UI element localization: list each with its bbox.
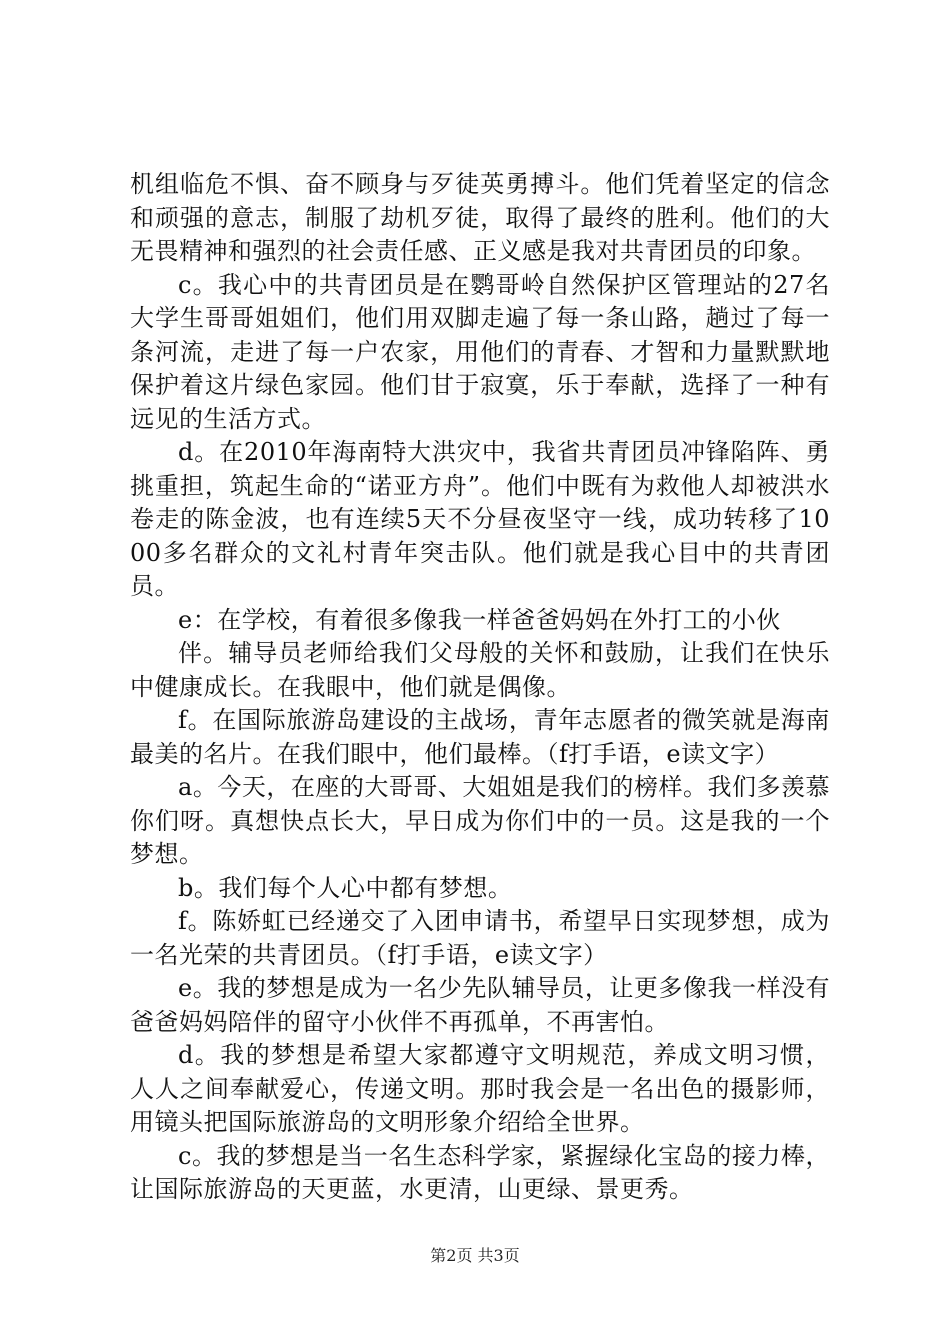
paragraph-f-application: f。陈娇虹已经递交了入团申请书，希望早日实现梦想，成为一名光荣的共青团员。（f打手语，e读文字） bbox=[130, 907, 830, 969]
paragraph-c-ecologist: c。我的梦想是当一名生态科学家，紧握绿化宝岛的接力棒，让国际旅游岛的天更蓝，水更清，山更绿、景更秀。 bbox=[130, 1141, 830, 1203]
paragraph-d-photographer: d。我的梦想是希望大家都遵守文明规范，养成文明习惯，人人之间奉献爱心，传递文明。那时我会是一名出色的摄影师，用镜头把国际旅游岛的文明形象介绍给全世界。 bbox=[130, 1041, 830, 1136]
paragraph-e-school: e：在学校，有着很多像我一样爸爸妈妈在外打工的小伙 bbox=[178, 605, 781, 634]
paragraph-e-counselor: e。我的梦想是成为一名少先队辅导员，让更多像我一样没有爸爸妈妈陪伴的留守小伙伴不再孤单，不再害怕。 bbox=[130, 974, 830, 1036]
paragraph-a-role-models: a。今天，在座的大哥哥、大姐姐是我们的榜样。我们多羡慕你们呀。真想快点长大，早日成为你们中的一员。这是我的一个梦想。 bbox=[130, 773, 830, 868]
paragraph-continuation: 机组临危不惧、奋不顾身与歹徒英勇搏斗。他们凭着坚定的信念和顽强的意志，制服了劫机歹徒，取得了最终的胜利。他们的大无畏精神和强烈的社会责任感、正义感是我对共青团员的印象。 bbox=[130, 170, 830, 265]
paragraph-c-volunteers: c。我心中的共青团员是在鹦哥岭自然保护区管理站的27名大学生哥哥姐姐们，他们用双脚走遍了每一条山路，趟过了每一条河流，走进了每一户农家，用他们的青春、才智和力量默默地保护着这片绿色家园。他们甘于寂寞，乐于奉献，选择了一种有远见的生活方式。 bbox=[130, 270, 830, 433]
paragraph-f-tourism-island: f。在国际旅游岛建设的主战场，青年志愿者的微笑就是海南最美的名片。在我们眼中，他们最棒。（f打手语，e读文字） bbox=[130, 706, 830, 768]
paragraph-d-flood: d。在2010年海南特大洪灾中，我省共青团员冲锋陷阵、勇挑重担，筑起生命的“诺亚方舟”。他们中既有为救他人却被洪水卷走的陈金波，也有连续5天不分昼夜坚守一线，成功转移了1000多名群众的文礼村青年突击队。他们就是我心目中的共青团员。 bbox=[130, 438, 830, 600]
document-body bbox=[130, 168, 830, 1207]
page-number-footer: 第2页 共3页 bbox=[430, 1246, 520, 1265]
paragraph-e-school-continued: 伴。辅导员老师给我们父母般的关怀和鼓励，让我们在快乐中健康成长。在我眼中，他们就是偶像。 bbox=[130, 639, 830, 701]
paragraph-b-dreams: b。我们每个人心中都有梦想。 bbox=[178, 873, 513, 902]
